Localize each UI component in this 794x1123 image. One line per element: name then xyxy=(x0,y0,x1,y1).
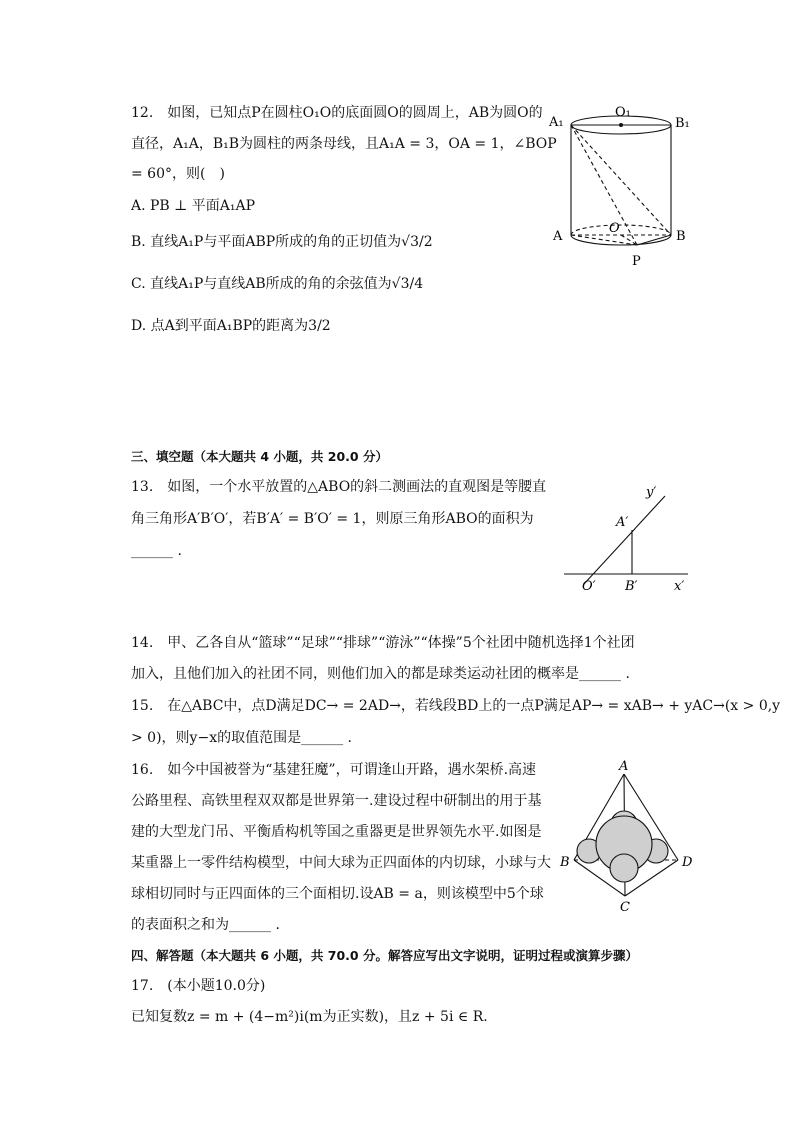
q12-option-b: B. 直线A₁P与平面ABP所成的角的正切值为√3/2 xyxy=(131,234,433,250)
q15-stem-line2: > 0)，则y−x的取值范围是______ . xyxy=(131,730,352,746)
q13-answer-blank: ______ . xyxy=(131,543,182,559)
q12-stem-line3: = 60°，则( ) xyxy=(131,166,225,182)
q17-stem: 已知复数z = m + (4−m²)i(m为正实数)，且z + 5i ∈ R. xyxy=(131,1009,488,1025)
label-c: C xyxy=(620,900,630,915)
label-a-prime: A′ xyxy=(616,515,629,530)
label-y-axis: y′ xyxy=(646,485,657,500)
q14-stem-line2: 加入，且他们加入的社团不同，则他们加入的都是球类运动社团的概率是______ . xyxy=(131,666,630,682)
label-a: A xyxy=(553,229,563,244)
tetrahedron-spheres-figure xyxy=(558,756,698,916)
q16-stem-line3: 建的大型龙门吊、平衡盾构机等国之重器更是世界领先水平.如图是 xyxy=(131,824,542,840)
section-4-heading: 四、解答题（本大题共 6 小题，共 70.0 分。解答应写出文字说明，证明过程或演算步骤） xyxy=(131,948,638,963)
cylinder-figure xyxy=(545,100,705,275)
q17-heading: 17. (本小题10.0分) xyxy=(131,978,266,994)
label-b1: B₁ xyxy=(675,116,690,131)
oblique-drawing-figure xyxy=(560,478,710,598)
q16-stem-line5: 球相切同时与正四面体的三个面相切.设AB = a，则该模型中5个球 xyxy=(131,886,544,902)
q16-stem-line4: 某重器上一零件结构模型，中间大球为正四面体的内切球，小球与大 xyxy=(131,855,551,871)
label-b-prime: B′ xyxy=(625,579,638,594)
label-a1: A₁ xyxy=(549,115,564,130)
q12-stem-line1: 12. 如图，已知点P在圆柱O₁O的底面圆O的圆周上，AB为圆O的 xyxy=(131,105,543,121)
label-a: A xyxy=(619,759,629,774)
q13-stem-line1: 13. 如图，一个水平放置的△ABO的斜二测画法的直观图是等腰直 xyxy=(131,479,547,495)
q16-stem-line6: 的表面积之和为______ . xyxy=(131,917,280,933)
q12-option-d: D. 点A到平面A₁BP的距离为3/2 xyxy=(131,318,331,334)
q15-stem-line1: 15. 在△ABC中，点D满足DC→ = 2AD→，若线段BD上的一点P满足AP→ = xAB→ + yAC→(x > 0,y xyxy=(131,698,781,714)
label-b: B xyxy=(560,855,570,870)
label-x-axis: x′ xyxy=(674,579,685,594)
q13-stem-line2: 角三角形A′B′O′，若B′A′ = B′O′ = 1，则原三角形ABO的面积为 xyxy=(131,511,534,527)
label-b: B xyxy=(676,229,686,244)
q12-option-c: C. 直线A₁P与直线AB所成的角的余弦值为√3/4 xyxy=(131,276,424,292)
label-o-prime: O′ xyxy=(582,579,596,594)
label-o: O xyxy=(609,221,620,236)
q12-stem-line2: 直径，A₁A，B₁B为圆柱的两条母线，且A₁A = 3，OA = 1，∠BOP xyxy=(131,136,557,152)
q16-stem-line1: 16. 如今中国被誉为“基建狂魔”，可谓逢山开路，遇水架桥.高速 xyxy=(131,762,537,778)
label-o1: O₁ xyxy=(615,105,631,120)
label-p: P xyxy=(632,254,641,269)
section-3-heading: 三、填空题（本大题共 4 小题，共 20.0 分） xyxy=(131,449,388,464)
q12-option-a: A. PB ⊥ 平面A₁AP xyxy=(131,198,256,214)
q14-stem-line1: 14. 甲、乙各自从“篮球”“足球”“排球”“游泳”“体操”5个社团中随机选择1个社团 xyxy=(131,635,635,651)
q16-stem-line2: 公路里程、高铁里程双双都是世界第一.建设过程中研制出的用于基 xyxy=(131,793,542,809)
label-d: D xyxy=(682,855,693,870)
